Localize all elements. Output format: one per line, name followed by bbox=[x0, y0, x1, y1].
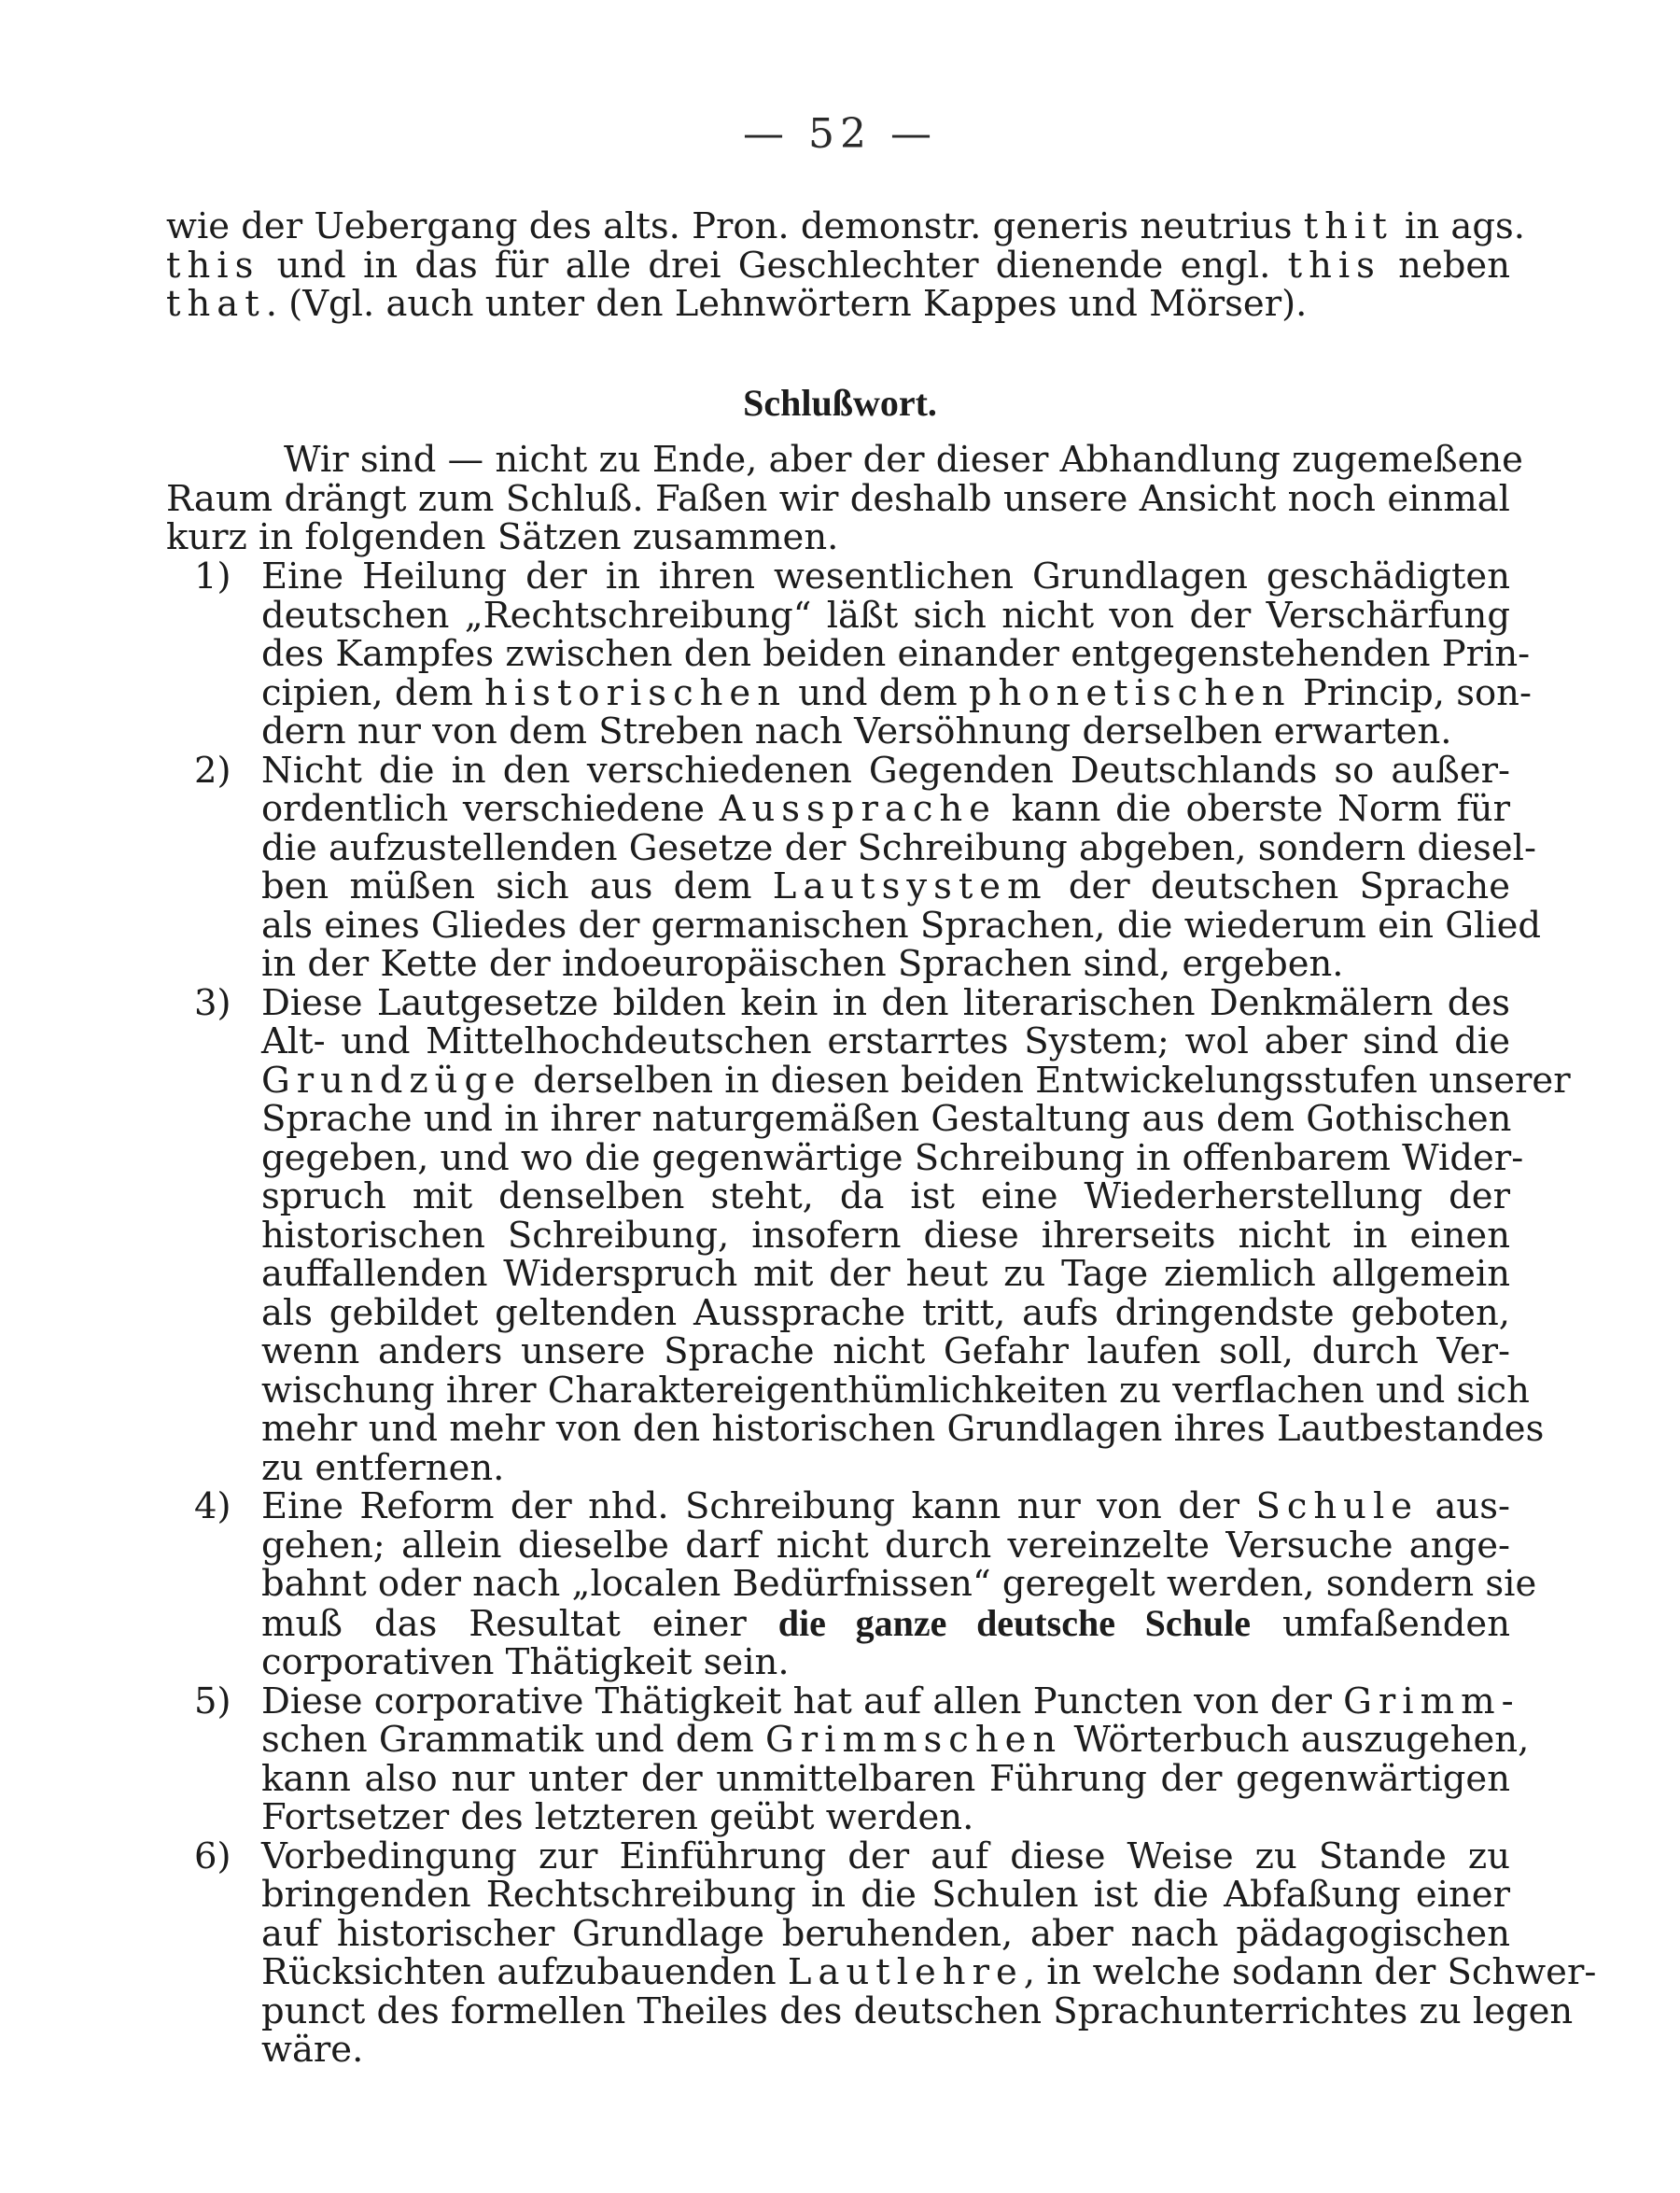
text-run: kann also nur unter der unmittelbaren Führung der gegenwärtigen bbox=[261, 1757, 1510, 1800]
text-run: muß das Resultat einer bbox=[261, 1602, 778, 1645]
text-run: auffallenden Widerspruch mit der heut zu Tage ziemlich allgemein bbox=[261, 1253, 1510, 1295]
thesis-line bbox=[261, 1446, 1510, 1489]
thesis-number: 5) bbox=[194, 1680, 231, 1722]
thesis-line bbox=[261, 1408, 1545, 1450]
text-run: Vorbedingung zur Einführung der auf diese Weise zu Stande zu bbox=[261, 1835, 1510, 1877]
thesis-line bbox=[261, 1757, 1510, 1800]
numbered-theses bbox=[166, 555, 1597, 2071]
closing-line: kurz in folgenden Sätzen zusammen. bbox=[166, 516, 839, 558]
thesis-line bbox=[261, 1719, 1530, 1761]
text-run: umfaßenden bbox=[1251, 1602, 1510, 1645]
thesis-line bbox=[261, 867, 1510, 907]
thesis-item bbox=[166, 1680, 1530, 1838]
thesis-line bbox=[261, 1563, 1537, 1605]
thesis-line bbox=[261, 1291, 1510, 1334]
thesis-line bbox=[261, 2031, 1510, 2070]
thesis-line bbox=[261, 945, 1510, 984]
text-run: dern nur von dem Streben nach Versöhnung derselben erwarten. bbox=[261, 710, 1452, 752]
text-run: gehen; allein dieselbe darf nicht durch vereinzelte Versuche ange- bbox=[261, 1524, 1510, 1567]
text-run: mehr und mehr von den historischen Grundlagen ihres Lautbestandes bbox=[261, 1408, 1545, 1450]
closing-paragraph bbox=[166, 439, 1523, 558]
thesis-line bbox=[261, 826, 1536, 869]
text-run: historischen Schreibung, insofern diese ihrerseits nicht in einen bbox=[261, 1214, 1510, 1257]
spaced-word: Grimm- bbox=[1343, 1680, 1520, 1722]
thesis-line bbox=[261, 1177, 1510, 1216]
text-run: und dem bbox=[787, 671, 969, 714]
thesis-line bbox=[261, 1022, 1510, 1061]
spaced-word: Lautsystem bbox=[772, 865, 1048, 907]
thesis-number: 4) bbox=[194, 1485, 231, 1527]
text-run: die aufzustellenden Gesetze der Schreibung abgeben, sondern diesel- bbox=[261, 826, 1536, 869]
text-run: wischung ihrer Charaktereigenthümlichkeiten zu verflachen und sich bbox=[261, 1369, 1530, 1412]
thesis-line bbox=[261, 1951, 1597, 1993]
text-run: als gebildet geltenden Aussprache tritt, aufs dringendste geboten, bbox=[261, 1291, 1510, 1334]
text-run: kann die oberste Norm für bbox=[996, 788, 1511, 830]
thesis-line bbox=[261, 671, 1532, 714]
text-run: aus- bbox=[1419, 1485, 1510, 1527]
text-run: Sprache und in ihrer naturgemäßen Gestaltung aus dem Gothischen bbox=[261, 1098, 1512, 1140]
thesis-line bbox=[261, 633, 1531, 675]
spaced-word: that bbox=[166, 283, 266, 325]
thesis-line bbox=[261, 904, 1542, 947]
text-run: gegeben, und wo die gegenwärtige Schreibung in offenbarem Wider- bbox=[261, 1136, 1524, 1179]
thesis-item bbox=[166, 1835, 1597, 2071]
closing-line: Wir sind — nicht zu Ende, aber der dieser Abhandlung zugemeßene bbox=[284, 439, 1523, 481]
thesis-line bbox=[261, 1332, 1510, 1371]
thesis-item bbox=[166, 749, 1542, 985]
text-run: schen Grammatik und dem bbox=[261, 1719, 766, 1761]
thesis-item bbox=[166, 555, 1532, 752]
text-run: des Kampfes zwischen den beiden einander entgegenstehenden Prin- bbox=[261, 633, 1531, 675]
intro-line: wie der Uebergang des alts. Pron. demonstr. generis neutrius thit in ags. bbox=[166, 205, 1525, 247]
page-number: — 52 — bbox=[743, 110, 937, 158]
thesis-line bbox=[261, 1989, 1574, 2032]
text-run: Eine Reform der nhd. Schreibung kann nur von der bbox=[261, 1485, 1256, 1527]
spaced-word: this bbox=[166, 244, 260, 287]
thesis-number: 6) bbox=[194, 1835, 231, 1877]
text-run: spruch mit denselben steht, da ist eine Wiederherstellung der bbox=[261, 1175, 1510, 1217]
text-run: bringenden Rechtschreibung in die Schulen ist die Abfaßung einer bbox=[261, 1874, 1510, 1916]
intro-line: this und in das für alle drei Geschlechter dienende engl. this neben bbox=[166, 244, 1510, 287]
thesis-line bbox=[261, 1059, 1571, 1102]
spaced-word: Schule bbox=[1255, 1485, 1420, 1527]
thesis-item bbox=[166, 1485, 1537, 1683]
closing-line: Raum drängt zum Schluß. Faßen wir deshalb unsere Ansicht noch einmal bbox=[166, 477, 1510, 520]
spaced-word: Lautlehre bbox=[787, 1951, 1024, 1993]
thesis-line bbox=[261, 981, 1510, 1024]
text-run: corporativen Thätigkeit sein. bbox=[261, 1641, 790, 1683]
text-run: Princip, son- bbox=[1291, 671, 1532, 714]
text-run: Diese Lautgesetze bilden kein in den literarischen Denkmälern des bbox=[261, 981, 1510, 1024]
text-run: deutschen „Rechtschreibung“ läßt sich nicht von der Verschärfung bbox=[261, 594, 1510, 637]
text-run: Wörterbuch auszugehen, bbox=[1062, 1719, 1530, 1761]
spaced-word: Grundzüge bbox=[261, 1059, 522, 1102]
text-run: Eine Heilung der in ihren wesentlichen Grundlagen geschädigten bbox=[261, 555, 1510, 597]
thesis-line bbox=[261, 712, 1510, 752]
spaced-word: Aussprache bbox=[719, 788, 997, 830]
thesis-line bbox=[261, 1487, 1510, 1526]
spaced-word: thit bbox=[1303, 205, 1393, 247]
thesis-line bbox=[261, 1680, 1520, 1722]
intro-paragraph bbox=[166, 205, 1525, 325]
thesis-number: 1) bbox=[194, 555, 231, 597]
text-run: zu entfernen. bbox=[261, 1446, 505, 1489]
section-heading: Schlußwort. bbox=[743, 382, 937, 424]
thesis-line bbox=[261, 1876, 1510, 1915]
text-run: ben müßen sich aus dem bbox=[261, 865, 773, 907]
spaced-word: this bbox=[1287, 244, 1381, 287]
thesis-line bbox=[261, 1912, 1510, 1955]
text-run: als eines Gliedes der germanischen Sprachen, die wiederum ein Glied bbox=[261, 904, 1542, 947]
text-run: auf historischer Grundlage beruhenden, aber nach pädagogischen bbox=[261, 1912, 1510, 1955]
thesis-line bbox=[261, 1601, 1510, 1645]
text-run: wäre. bbox=[261, 2029, 364, 2071]
thesis-line bbox=[261, 1837, 1510, 1877]
thesis-item bbox=[166, 981, 1571, 1489]
thesis-line bbox=[261, 1255, 1510, 1294]
thesis-line bbox=[261, 1216, 1510, 1256]
thesis-line bbox=[261, 1369, 1530, 1412]
spaced-word: historischen bbox=[484, 671, 788, 714]
thesis-line bbox=[261, 749, 1510, 792]
text-run: Diese corporative Thätigkeit hat auf allen Puncten von der bbox=[261, 1680, 1344, 1722]
thesis-number: 2) bbox=[194, 749, 231, 792]
thesis-line bbox=[261, 1643, 1510, 1682]
text-run: ordentlich verschiedene bbox=[261, 788, 720, 830]
text-run: Rücksichten aufzubauenden bbox=[261, 1951, 788, 1993]
thesis-line bbox=[261, 1526, 1510, 1566]
thesis-line bbox=[261, 557, 1510, 597]
text-run: punct des formellen Theiles des deutschen Sprachunterrichtes zu legen bbox=[261, 1989, 1574, 2032]
text-run: , in welche sodann der Schwer- bbox=[1023, 1951, 1597, 1993]
text-run: der deutschen Sprache bbox=[1047, 865, 1510, 907]
spaced-word: phonetischen bbox=[968, 671, 1292, 714]
thesis-line bbox=[261, 1100, 1510, 1139]
text-run: derselben in diesen beiden Entwickelungsstufen unserer bbox=[521, 1059, 1571, 1102]
spaced-word: Grimmschen bbox=[765, 1719, 1063, 1761]
text-run: Fortsetzer des letzteren geübt werden. bbox=[261, 1796, 974, 1838]
thesis-line bbox=[261, 594, 1510, 637]
text-run: cipien, dem bbox=[261, 671, 485, 714]
text-run: Alt- und Mittelhochdeutschen erstarrtes System; wol aber sind die bbox=[261, 1020, 1510, 1062]
thesis-line bbox=[261, 1798, 1510, 1837]
text-run: wenn anders unsere Sprache nicht Gefahr laufen soll, durch Ver- bbox=[261, 1330, 1510, 1372]
text-run: in der Kette der indoeuropäischen Sprachen sind, ergeben. bbox=[261, 943, 1344, 985]
thesis-line bbox=[261, 1136, 1524, 1179]
text-run: Nicht die in den verschiedenen Gegenden Deutschlands so außer- bbox=[261, 749, 1510, 792]
thesis-number: 3) bbox=[194, 981, 231, 1024]
thesis-line bbox=[261, 790, 1510, 829]
bold-phrase: die ganze deutsche Schule bbox=[777, 1601, 1252, 1644]
intro-line: that. (Vgl. auch unter den Lehnwörtern Kappes und Mörser). bbox=[166, 283, 1308, 325]
text-run: bahnt oder nach „localen Bedürfnissen“ geregelt werden, sondern sie bbox=[261, 1563, 1537, 1605]
